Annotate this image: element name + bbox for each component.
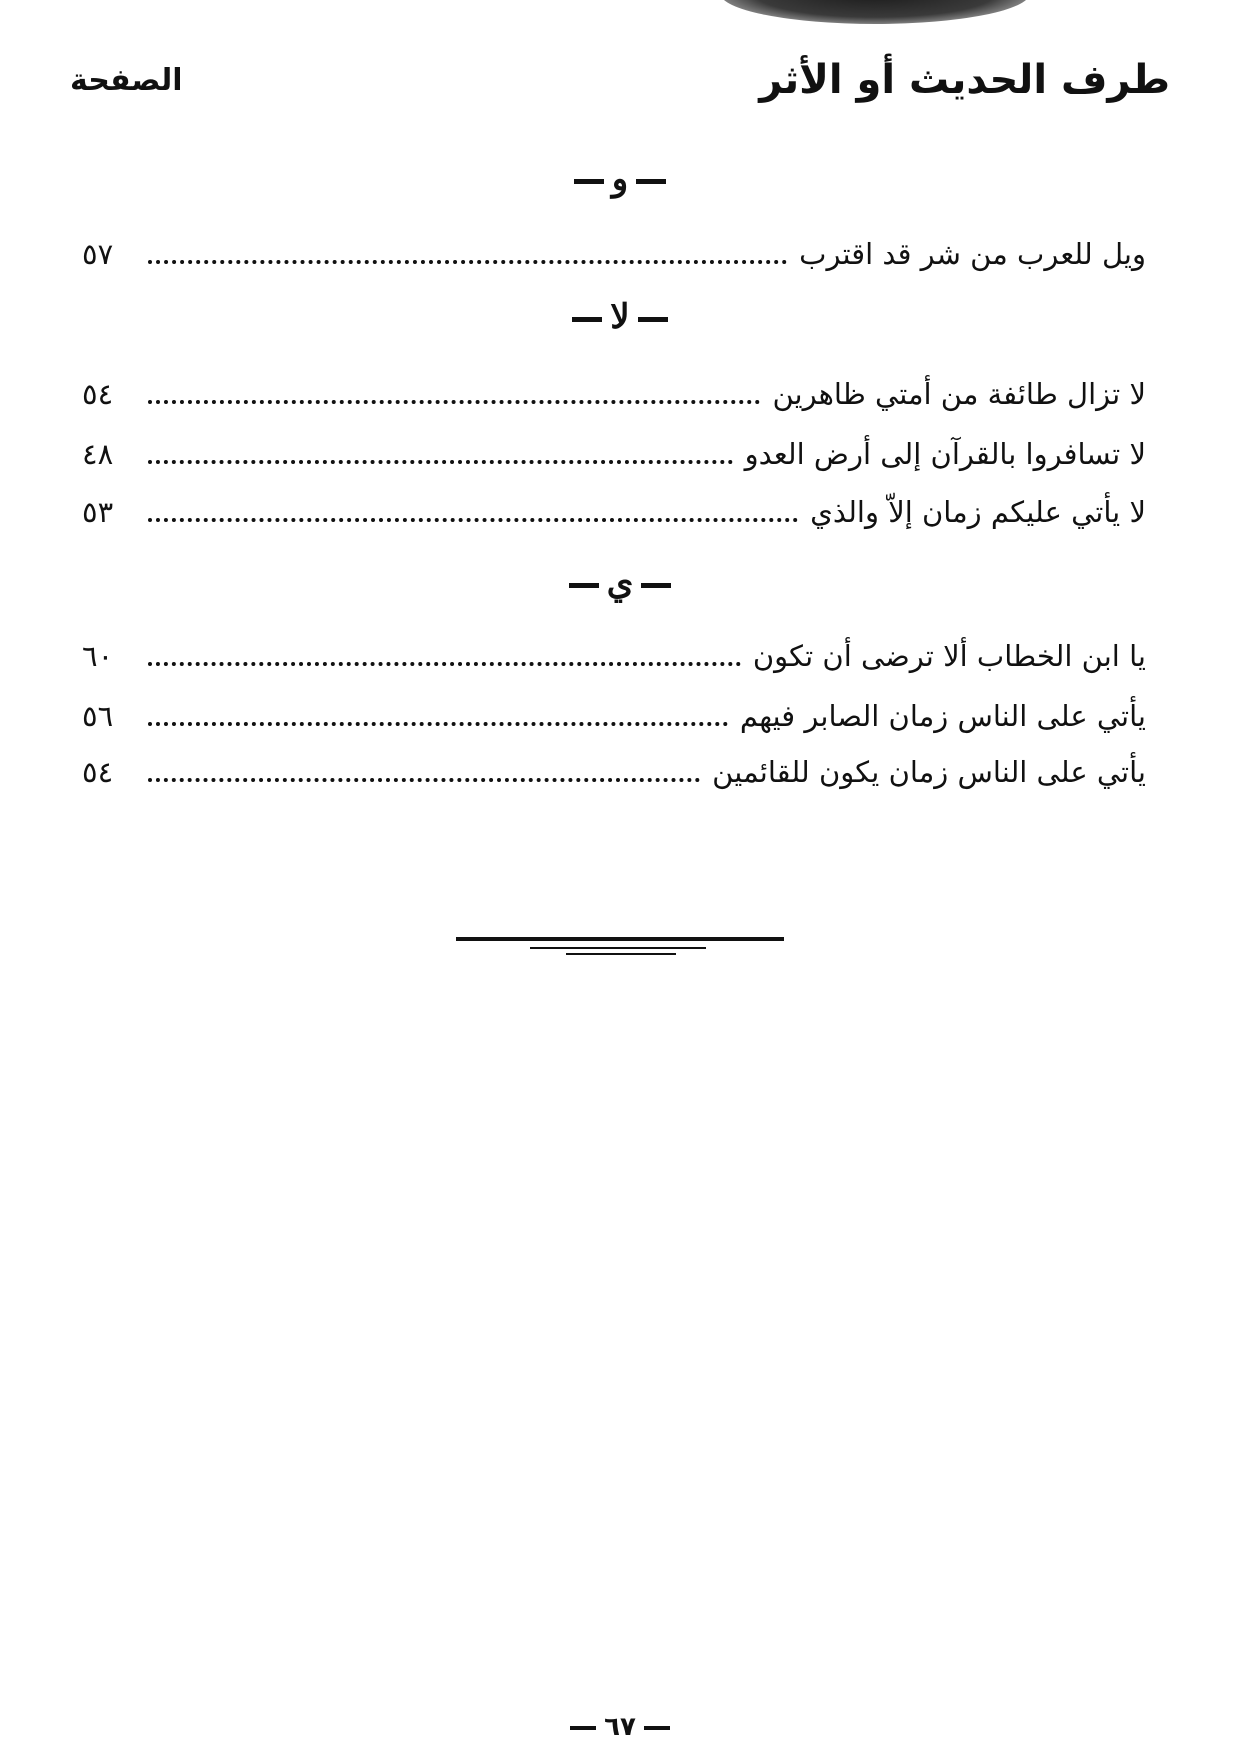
dot-leader <box>148 778 700 782</box>
dot-leader <box>148 722 728 726</box>
index-entry <box>82 684 1146 734</box>
section-heading-ya <box>0 563 1240 603</box>
dot-leader <box>148 260 787 264</box>
page-header <box>70 50 1170 110</box>
entry-page: ٦٠ <box>82 639 114 674</box>
entry-page: ٥٧ <box>82 237 114 272</box>
index-entry <box>82 740 1146 790</box>
end-rule-bottom <box>566 953 676 955</box>
section-letter: لا <box>610 297 630 337</box>
dot-leader <box>148 460 733 464</box>
column-title-page: الصفحة <box>70 62 183 98</box>
entry-text: يأتي على الناس زمان يكون للقائمين <box>712 755 1146 790</box>
entry-page: ٥٣ <box>82 495 114 530</box>
section-letter: ي <box>606 563 634 603</box>
dash-mark <box>636 179 666 184</box>
index-entry <box>82 222 1146 272</box>
entry-text: لا يأتي عليكم زمان إلاّ والذي <box>810 495 1146 530</box>
end-rule-top <box>456 937 784 941</box>
dot-leader <box>148 662 741 666</box>
index-entry <box>82 624 1146 674</box>
dot-leader <box>148 400 760 404</box>
scan-artifact <box>720 0 1030 24</box>
section-letter: و <box>611 159 629 199</box>
section-heading-la <box>0 297 1240 337</box>
index-entry <box>82 480 1146 530</box>
entry-page: ٥٤ <box>82 755 114 790</box>
dash-mark <box>570 1726 596 1730</box>
entry-text: ويل للعرب من شر قد اقترب <box>799 237 1146 272</box>
index-entry <box>82 422 1146 472</box>
entry-page: ٤٨ <box>82 437 114 472</box>
column-title-hadith: طرف الحديث أو الأثر <box>759 57 1170 103</box>
entry-text: يا ابن الخطاب ألا ترضى أن تكون <box>752 639 1146 674</box>
dash-mark <box>641 583 671 588</box>
dash-mark <box>644 1726 670 1730</box>
entry-page: ٥٦ <box>82 699 114 734</box>
index-entry <box>82 362 1146 412</box>
page-number: ٦٧ <box>604 1712 636 1742</box>
dot-leader <box>148 518 798 522</box>
page-footer <box>0 1712 1240 1742</box>
entry-page: ٥٤ <box>82 377 114 412</box>
dash-mark <box>572 317 602 322</box>
entry-text: يأتي على الناس زمان الصابر فيهم <box>739 699 1146 734</box>
end-rule-middle <box>530 947 706 949</box>
entry-text: لا تزال طائفة من أمتي ظاهرين <box>772 377 1146 412</box>
dash-mark <box>569 583 599 588</box>
section-heading-waw <box>0 159 1240 199</box>
dash-mark <box>574 179 604 184</box>
dash-mark <box>638 317 668 322</box>
entry-text: لا تسافروا بالقرآن إلى أرض العدو <box>744 437 1146 472</box>
